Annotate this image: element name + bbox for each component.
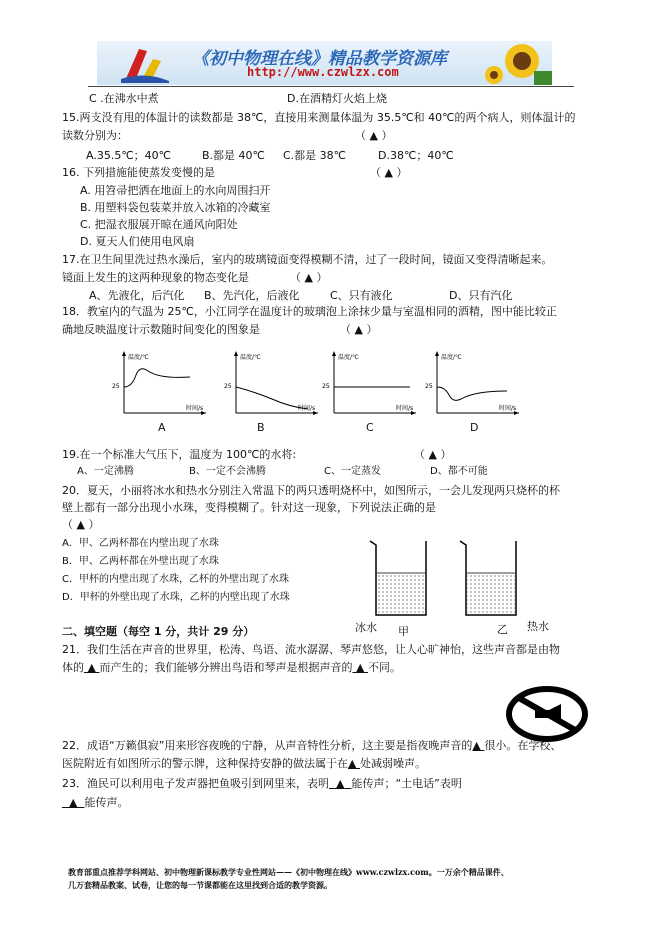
q17-option-d: D、只有汽化 (449, 289, 513, 302)
q21-line1: 21．我们生活在声音的世界里，松涛、鸟语、流水潺潺、琴声悠悠，让人心旷神怡，这些声音都是由物 (62, 643, 560, 656)
q18-label-b: B (257, 421, 265, 434)
q21-blank-2[interactable]: ▲ (355, 661, 365, 674)
q17-option-b: B、先汽化，后液化 (204, 289, 300, 302)
q19-stem: 19.在一个标准大气压下，温度为 100℃的水将: (62, 448, 297, 461)
banner-title: 《初中物理在线》精品教学资源库 (192, 49, 447, 69)
q22-blank-2[interactable]: ▲ (348, 757, 357, 770)
q22-text-b: 很小。在学校、 (484, 739, 562, 752)
graph-a-tick: 25 (112, 383, 120, 390)
q17-option-c: C、只有液化 (330, 289, 393, 302)
site-logo-icon (117, 41, 177, 85)
q18-stem-line2: 确地反映温度计示数随时间变化的图象是 (62, 323, 260, 336)
no-horn-sign-icon (505, 684, 589, 744)
q15-stem-line1: 15.两支没有甩的体温计的读数都是 38℃，直接用来测量体温为 35.5℃和 40℃的两个病人，则体温计的 (62, 111, 576, 124)
footer-line2: 几万套精品教案、试卷，让您的每一节课都能在这里找到合适的教学资源。 (68, 880, 332, 890)
q20-option-c: C．甲杯的内壁出现了水珠，乙杯的外壁出现了水珠 (62, 574, 289, 585)
q23-blank-1[interactable]: ▲ (336, 777, 345, 790)
q14-option-c: C .在沸水中煮 (89, 92, 159, 105)
q21-blank-1[interactable]: ▲ (87, 661, 96, 674)
graph-a-ylabel: 温度/℃ (128, 354, 149, 361)
q19-option-b: B、一定不会沸腾 (189, 466, 266, 477)
q19-option-d: D、都不可能 (430, 466, 488, 477)
q18-label-d: D (470, 421, 479, 434)
q20-beakers-figure (362, 535, 542, 625)
q17-stem-line1: 17.在卫生间里洗过热水澡后，室内的玻璃镜面变得模糊不清，过了一段时间，镜面又变得清晰起来。 (62, 253, 553, 266)
q22-text-d: 处减弱噪声。 (359, 757, 426, 770)
q22-text-c: 医院附近有如图所示的警示牌，这种保持安静的做法属于在 (62, 757, 348, 770)
q16-answer: （ ▲ ） (370, 166, 408, 179)
q18-stem-line1: 18．教室内的气温为 25℃，小江同学在温度计的玻璃泡上涂抹少量与室温相同的酒精，图中能比较正 (62, 305, 557, 318)
q20-answer: （ ▲ ） (62, 518, 100, 531)
q23-blank-2[interactable]: ▲ (69, 796, 78, 809)
q22-text-a: 22．成语“万籁俱寂”用来形容夜晚的宁静，从声音特性分析，这主要是指夜晚声音的 (62, 739, 473, 752)
q19-option-a: A、一定沸腾 (77, 466, 134, 477)
sunflower-icon (482, 41, 552, 85)
q15-answer: （ ▲ ） (355, 129, 393, 142)
q21-text-b: 而产生的；我们能够分辨出鸟语和琴声是根据声音的 (99, 661, 353, 674)
q20-stem-line1: 20．夏天，小丽将冰水和热水分别注入常温下的两只透明烧杯中，如图所示，一会儿发现两只烧杯的杯 (62, 484, 560, 497)
footer-line1: 教育部重点推荐学科网站、初中物理新课标教学专业性网站——《初中物理在线》www.czwlzx.com。一万余个精品课件、 (68, 867, 509, 877)
graph-a-xlabel: 时间/s (186, 405, 204, 412)
beaker-yi (460, 541, 516, 615)
q20-label-jia: 甲 (398, 625, 409, 638)
q16-stem: 16. 下列措施能使蒸发变慢的是 (62, 166, 215, 179)
q21-text-c: 不同。 (367, 661, 401, 674)
beaker-jia (370, 541, 426, 615)
q15-option-a: A.35.5℃；40℃ (86, 149, 172, 162)
q17-answer: （ ▲ ） (290, 271, 328, 284)
q19-option-c: C、一定蒸发 (324, 466, 381, 477)
q20-option-b: B．甲、乙两杯都在外壁出现了水珠 (62, 556, 219, 567)
q18-label-c: C (366, 421, 374, 434)
q19-answer: （ ▲ ） (414, 448, 452, 461)
q16-option-d: D. 夏天人们使用电风扇 (80, 235, 195, 248)
q21-text-a: 体的 (62, 661, 84, 674)
banner-url: http://www.czwlzx.com (247, 65, 399, 79)
q14-option-d: D.在酒精灯火焰上烧 (287, 92, 387, 105)
q23-text-c: 能传声。 (84, 796, 129, 809)
section2-heading: 二、填空题（每空 1 分，共计 29 分） (62, 625, 255, 638)
q16-option-c: C. 把湿衣服展开晾在通风向阳处 (80, 218, 238, 231)
graph-d-ylabel: 温度/℃ (441, 354, 462, 361)
header-rule (88, 86, 574, 87)
q20-label-ice: 冰水 (355, 621, 377, 634)
graph-d-tick: 25 (425, 383, 433, 390)
graph-b-ylabel: 温度/℃ (240, 354, 261, 361)
q21-line2 (62, 660, 401, 675)
q15-option-b: B.都是 40℃ (202, 149, 265, 162)
q22-blank-1[interactable]: ▲ (472, 739, 481, 752)
q22-line2 (62, 756, 426, 771)
q23-line1 (62, 776, 462, 791)
q18-graph-c (320, 347, 420, 427)
graph-c-tick: 25 (322, 383, 330, 390)
q20-option-a: A．甲、乙两杯都在内壁出现了水珠 (62, 538, 219, 549)
q18-graph-a (110, 347, 210, 427)
q20-stem-line2: 壁上都有一部分出现小水珠，变得模糊了。针对这一现象，下列说法正确的是 (62, 501, 436, 514)
q17-stem-line2: 镜面上发生的这两种现象的物态变化是 (62, 271, 249, 284)
q15-stem-line2: 读数分别为： (62, 129, 128, 142)
q20-option-d: D．甲杯的外壁出现了水珠，乙杯的内壁出现了水珠 (62, 592, 290, 603)
q23-text-b: 能传声；“土电话”表明 (351, 777, 462, 790)
q15-option-d: D.38℃；40℃ (378, 149, 454, 162)
header-banner (97, 41, 552, 85)
q23-text-a: 23．渔民可以利用电子发声器把鱼吸引到网里来，表明 (62, 777, 329, 790)
q18-graph-d (423, 347, 523, 427)
q20-label-yi: 乙 (497, 623, 508, 636)
graph-c-xlabel: 时间/s (396, 405, 414, 412)
graph-c-ylabel: 温度/℃ (338, 354, 359, 361)
q18-graph-b (222, 347, 322, 427)
q18-label-a: A (158, 421, 166, 434)
q23-line2 (62, 795, 128, 810)
q22-line1 (62, 738, 561, 753)
q15-option-c: C.都是 38℃ (283, 149, 347, 162)
q20-label-hot: 热水 (527, 620, 549, 633)
q16-option-b: B. 用塑料袋包装菜并放入冰箱的冷藏室 (80, 201, 271, 214)
q18-answer: （ ▲ ） (340, 323, 378, 336)
graph-d-xlabel: 时间/s (499, 405, 517, 412)
graph-b-tick: 25 (224, 383, 232, 390)
q16-option-a: A. 用笤帚把洒在地面上的水向周围扫开 (80, 184, 271, 197)
graph-b-xlabel: 时间/s (298, 405, 316, 412)
q17-option-a: A、先液化，后汽化 (89, 289, 185, 302)
